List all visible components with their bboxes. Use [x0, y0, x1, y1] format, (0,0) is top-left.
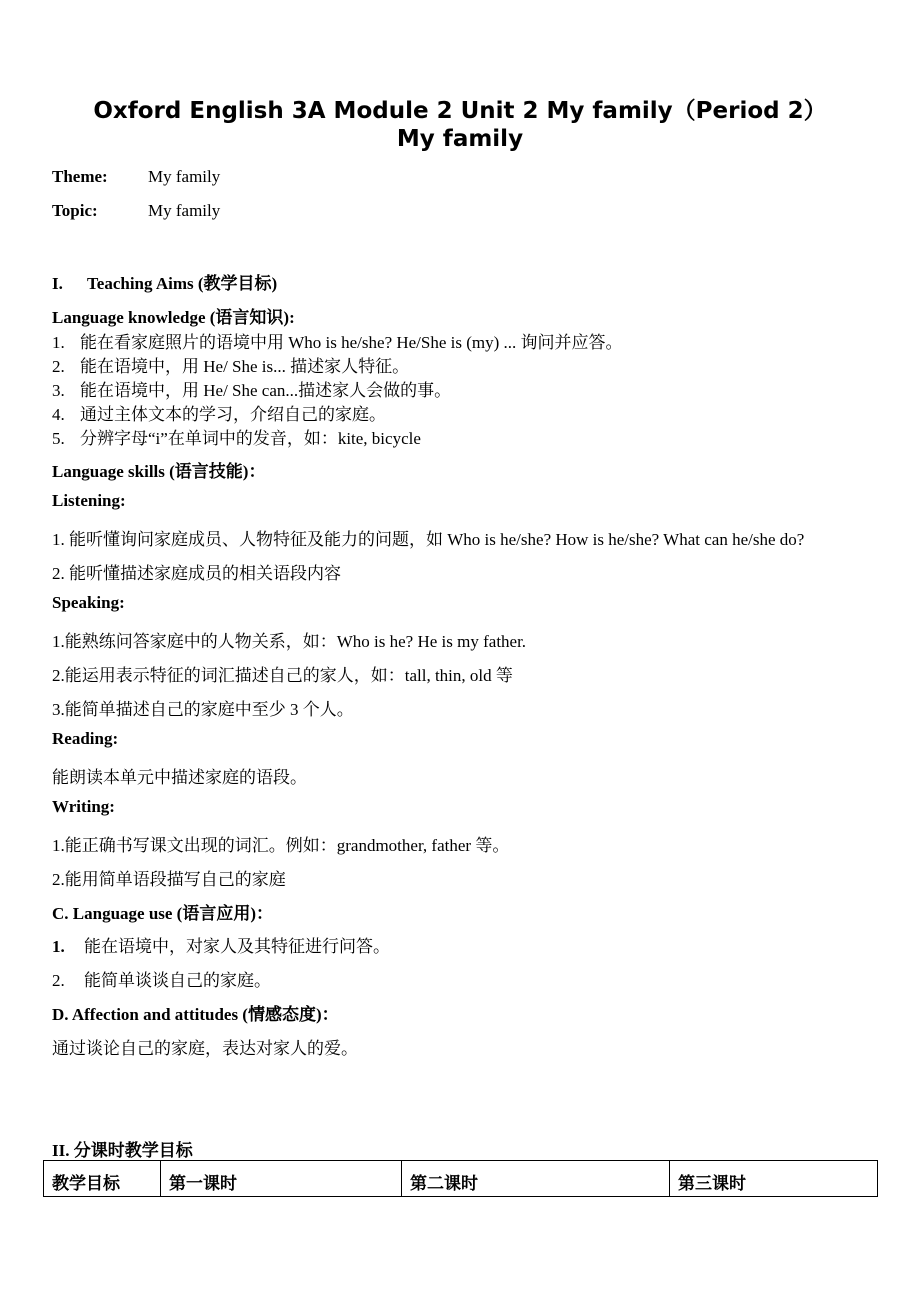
reading-item: 能朗读本单元中描述家庭的语段。: [52, 768, 307, 787]
use-item-text: 能在语境中，对家人及其特征进行问答。: [84, 937, 390, 956]
doc-title-line2: My family: [396, 126, 524, 152]
table-header-cell: 第三课时: [670, 1161, 878, 1197]
doc-title-line1: Oxford English 3A Module 2 Unit 2 My family（Period 2）: [93, 98, 827, 124]
table-header-cell: 教学目标: [44, 1161, 161, 1197]
section2-heading: II. 分课时教学目标: [52, 1141, 193, 1160]
knowledge-item-text: 能在看家庭照片的语境中用 Who is he/she? He/She is (my) ... 询问并应答。: [80, 333, 623, 352]
topic-value: My family: [148, 201, 221, 220]
table-header-cell: 第一课时: [161, 1161, 402, 1197]
reading-heading: Reading:: [52, 729, 119, 748]
knowledge-item: [52, 376, 451, 401]
knowledge-item-num: 4.: [52, 405, 65, 424]
listening-item: 2. 能听懂描述家庭成员的相关语段内容: [52, 564, 341, 583]
speaking-item: 3.能简单描述自己的家庭中至少 3 个人。: [52, 700, 354, 719]
knowledge-item-num: 3.: [52, 381, 65, 400]
knowledge-item-num: 1.: [52, 333, 65, 352]
writing-heading: Writing:: [52, 797, 115, 816]
listening-item: 1. 能听懂询问家庭成员、人物特征及能力的问题，如 Who is he/she? How is he/she? What can he/she do?: [52, 530, 805, 549]
knowledge-item: [52, 352, 409, 377]
use-heading: C. Language use (语言应用)：: [52, 904, 274, 923]
theme-label: Theme:: [52, 167, 108, 186]
section1-heading: [52, 269, 277, 294]
affection-heading: D. Affection and attitudes (情感态度)：: [52, 1005, 339, 1024]
topic-label: Topic:: [52, 201, 98, 220]
section1-title: Teaching Aims (教学目标): [87, 274, 278, 293]
section1-roman: I.: [52, 274, 63, 293]
table-row: [44, 1161, 878, 1197]
listening-heading: Listening:: [52, 491, 126, 510]
use-item: [52, 966, 271, 991]
table-header-cell: 第二课时: [402, 1161, 670, 1197]
knowledge-item: [52, 328, 623, 353]
knowledge-heading: Language knowledge (语言知识):: [52, 308, 295, 327]
knowledge-item-text: 分辨字母“i”在单词中的发音，如：kite, bicycle: [80, 429, 421, 448]
knowledge-item: [52, 424, 421, 449]
use-item-num: 1.: [52, 937, 65, 956]
writing-item: 1.能正确书写课文出现的词汇。例如：grandmother, father 等。: [52, 836, 510, 855]
speaking-item: 2.能运用表示特征的词汇描述自己的家人，如：tall, thin, old 等: [52, 666, 513, 685]
affection-item: 通过谈论自己的家庭，表达对家人的爱。: [52, 1039, 358, 1058]
knowledge-item-text: 通过主体文本的学习，介绍自己的家庭。: [80, 405, 386, 424]
knowledge-item-num: 5.: [52, 429, 65, 448]
knowledge-item-text: 能在语境中，用 He/ She is... 描述家人特征。: [80, 357, 410, 376]
knowledge-item-text: 能在语境中，用 He/ She can...描述家人会做的事。: [80, 381, 452, 400]
knowledge-item: [52, 400, 386, 425]
use-item-text: 能简单谈谈自己的家庭。: [84, 971, 271, 990]
use-item: [52, 932, 390, 957]
theme-value: My family: [148, 167, 221, 186]
speaking-heading: Speaking:: [52, 593, 125, 612]
knowledge-item-num: 2.: [52, 357, 65, 376]
lesson-goals-table: [43, 1160, 878, 1197]
speaking-item: 1.能熟练问答家庭中的人物关系，如：Who is he? He is my father.: [52, 632, 527, 651]
writing-item: 2.能用简单语段描写自己的家庭: [52, 870, 286, 889]
skills-heading: Language skills (语言技能)：: [52, 462, 266, 481]
use-item-num: 2.: [52, 971, 65, 990]
